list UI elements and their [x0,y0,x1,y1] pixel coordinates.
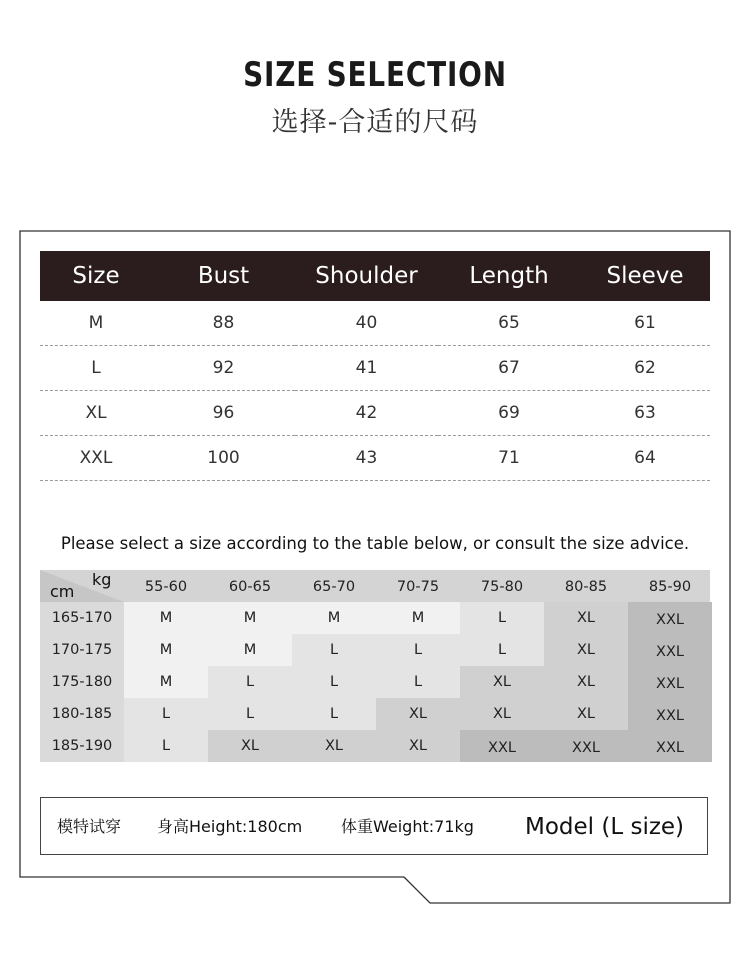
grid-cell: XL [376,730,460,762]
model-info-box [40,797,708,855]
cell-length: 67 [438,346,580,391]
grid-weight-header: 80-85 [564,579,608,595]
grid-weight-header: 60-65 [228,579,272,595]
col-header-sleeve: Sleeve [580,251,710,301]
grid-cell: XXL [460,730,544,762]
model-weight: 体重Weight:71kg [341,817,474,836]
grid-cell: XL [544,602,628,634]
page-title: SIZE SELECTION [243,55,507,95]
grid-cell: M [124,634,208,666]
grid-height-label: 165-170 [40,602,124,634]
cell-size: XL [40,391,152,436]
cell-shoulder: 42 [295,391,438,436]
grid-corner-kg: kg [92,570,112,589]
grid-weight-header: 70-75 [396,579,440,595]
grid-weight-header: 55-60 [144,579,188,595]
page-subtitle: 选择-合适的尺码 [271,107,479,138]
table-row [40,301,710,346]
cell-sleeve: 61 [580,301,710,346]
grid-cell: L [292,634,376,666]
cell-shoulder: 41 [295,346,438,391]
grid-cell: M [292,602,376,634]
grid-height-label: 185-190 [40,730,124,762]
model-size: Model (L size) [525,814,685,840]
table-row [40,346,710,391]
size-advice-note: Please select a size according to the table below, or consult the size advice. [60,534,690,553]
cell-sleeve: 63 [580,391,710,436]
grid-cell: XL [208,730,292,762]
grid-cell: L [460,602,544,634]
cell-shoulder: 40 [295,301,438,346]
model-label: 模特试穿 [57,817,122,836]
grid-height-label: 170-175 [40,634,124,666]
grid-cell: M [124,602,208,634]
col-header-size: Size [40,251,152,301]
grid-cell: XXL [628,634,712,666]
grid-corner-cm: cm [50,582,75,601]
grid-weight-header: 65-70 [312,579,356,595]
grid-cell: M [124,666,208,698]
grid-weight-header: 75-80 [480,579,524,595]
cell-length: 69 [438,391,580,436]
weight-height-grid [40,570,710,767]
grid-cell: XXL [628,666,712,698]
size-table-header [40,251,710,301]
model-height: 身高Height:180cm [157,817,303,836]
cell-size: L [40,346,152,391]
grid-cell: XL [544,698,628,730]
table-row [40,391,710,436]
grid-cell: XL [544,634,628,666]
grid-weight-header: 85-90 [648,579,692,595]
grid-cell: XXL [628,730,712,762]
grid-cell: XL [460,698,544,730]
grid-cell: L [460,634,544,666]
cell-bust: 96 [152,391,295,436]
grid-cell: L [208,698,292,730]
grid-cell: XXL [628,698,712,730]
cell-length: 65 [438,301,580,346]
col-header-bust: Bust [152,251,295,301]
col-header-length: Length [438,251,580,301]
cell-sleeve: 62 [580,346,710,391]
grid-cell: L [208,666,292,698]
cell-size: M [40,301,152,346]
grid-cell: XL [292,730,376,762]
grid-cell: XXL [544,730,628,762]
cell-bust: 92 [152,346,295,391]
grid-cell: M [376,602,460,634]
grid-cell: L [376,634,460,666]
cell-size: XXL [40,436,152,481]
grid-cell: L [124,698,208,730]
grid-cell: M [208,634,292,666]
cell-bust: 100 [152,436,295,481]
size-table [40,251,710,481]
grid-cell: L [124,730,208,762]
grid-cell: L [376,666,460,698]
grid-cell: XL [376,698,460,730]
grid-cell: L [292,666,376,698]
grid-cell: M [208,602,292,634]
cell-shoulder: 43 [295,436,438,481]
grid-cell: XXL [628,602,712,634]
cell-bust: 88 [152,301,295,346]
table-row [40,436,710,481]
col-header-shoulder: Shoulder [295,251,438,301]
cell-sleeve: 64 [580,436,710,481]
grid-height-label: 180-185 [40,698,124,730]
grid-height-label: 175-180 [40,666,124,698]
grid-cell: XL [544,666,628,698]
grid-cell: L [292,698,376,730]
cell-length: 71 [438,436,580,481]
grid-cell: XL [460,666,544,698]
